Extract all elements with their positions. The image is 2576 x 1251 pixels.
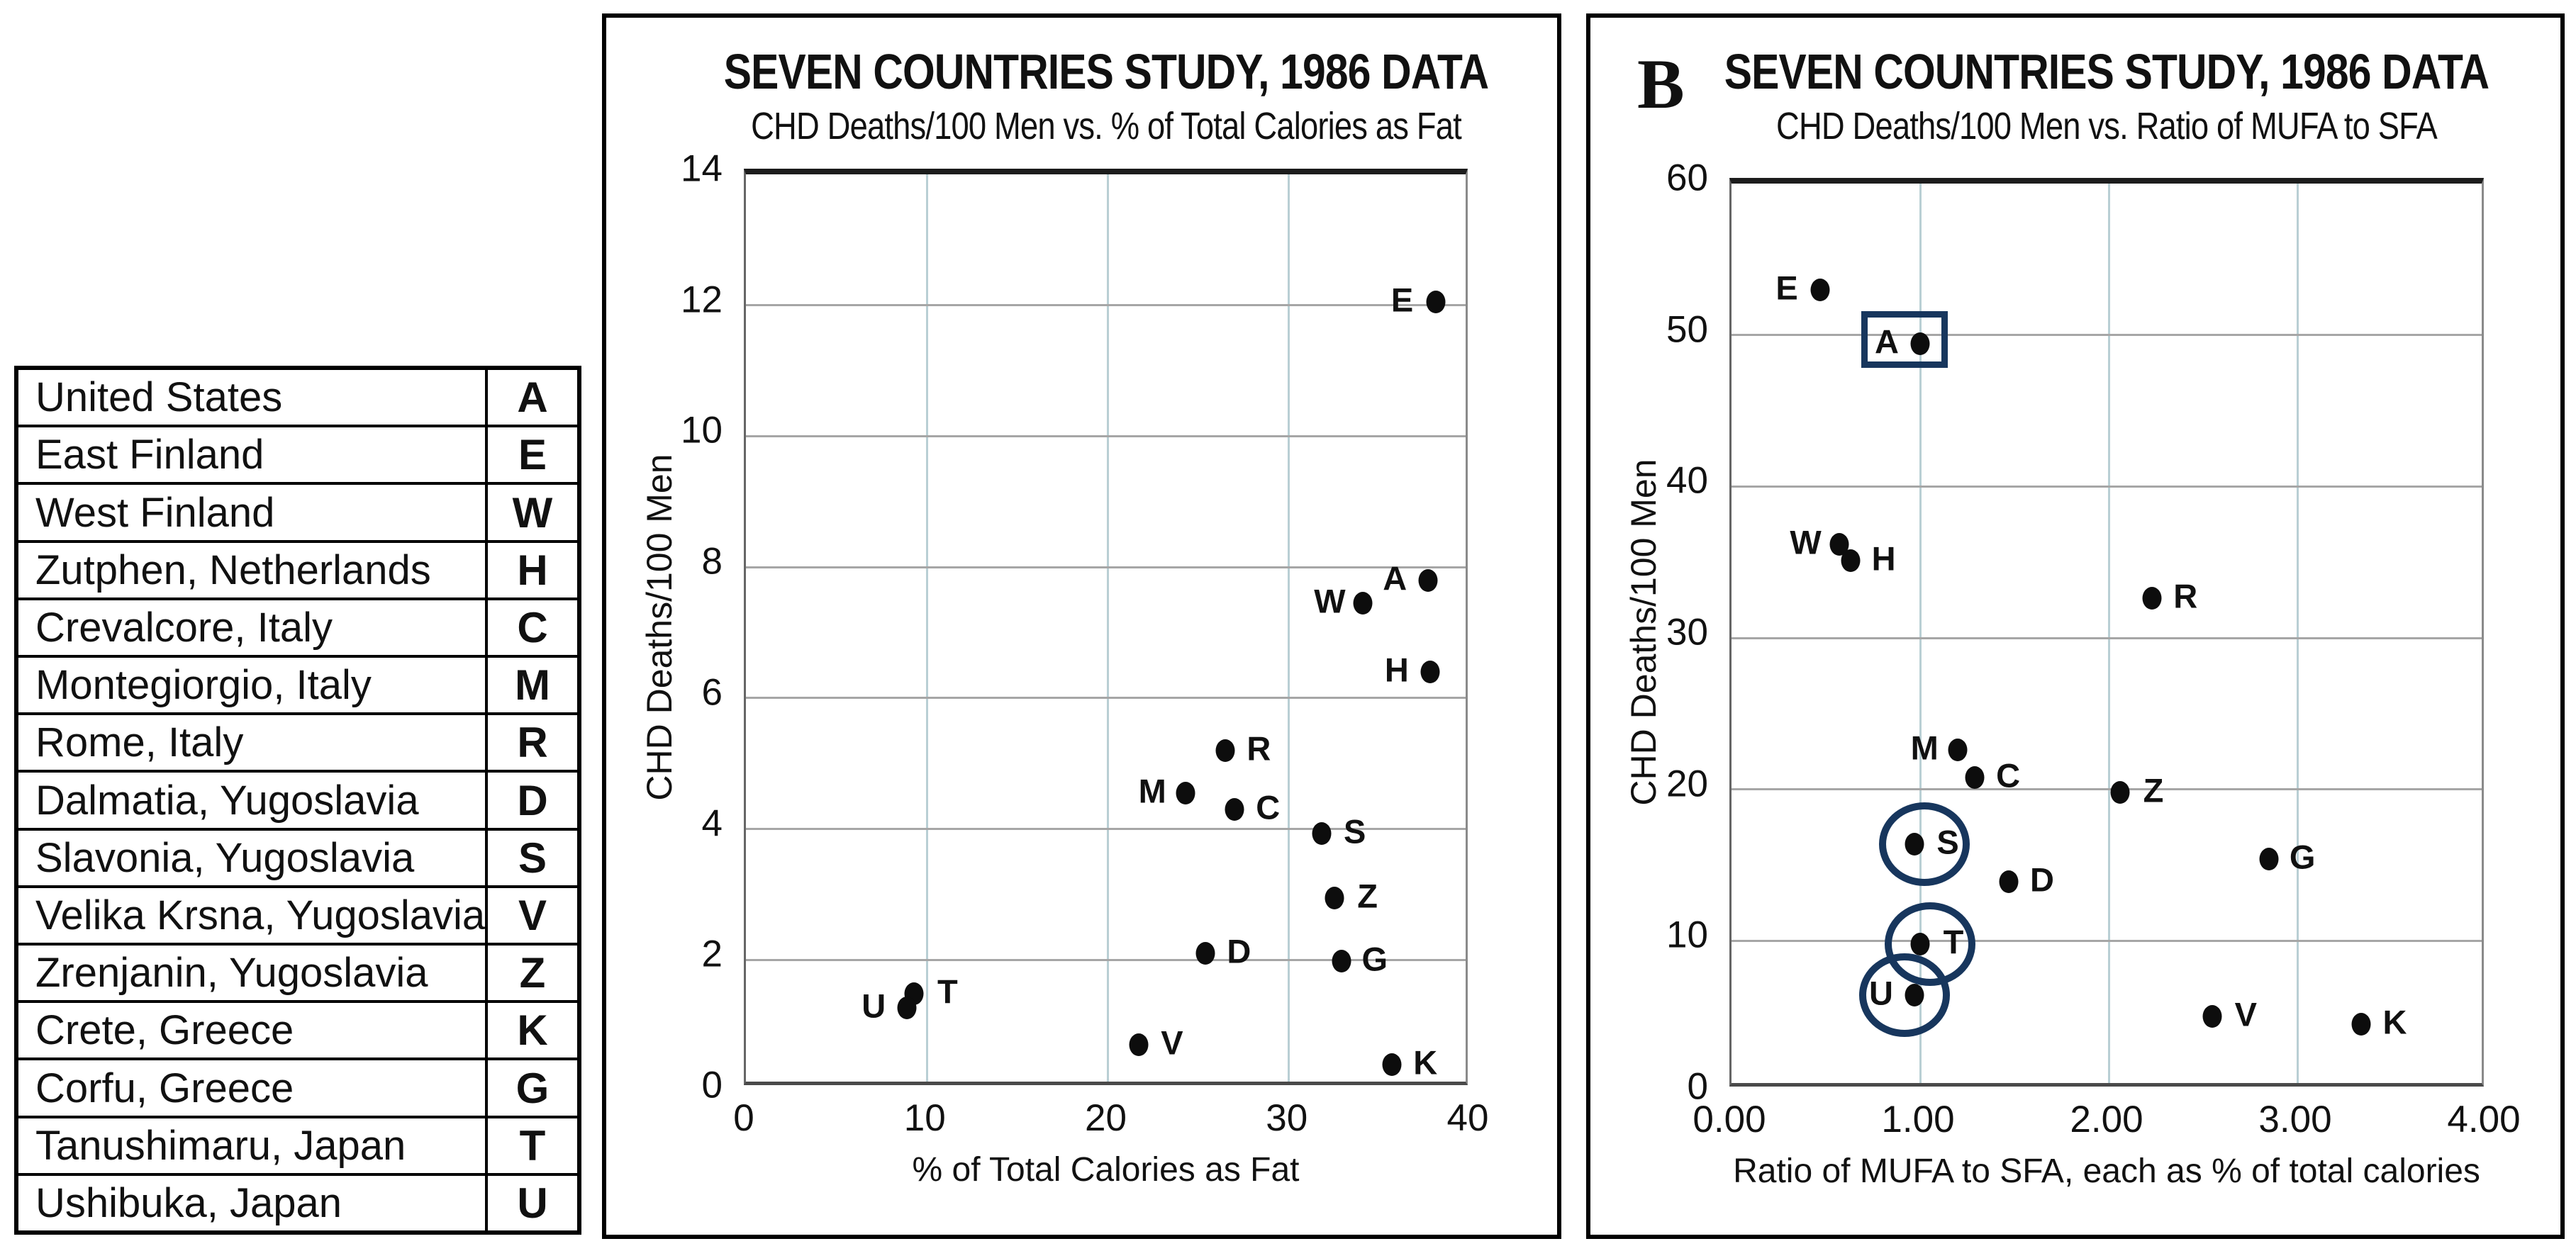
y-tick-label: 10	[1666, 914, 1708, 956]
horizontal-gridline	[746, 697, 1466, 699]
data-point-S	[1905, 833, 1924, 855]
point-label-M: M	[1138, 772, 1166, 810]
country-name-cell: Rome, Italy	[35, 719, 244, 766]
fat-chart-panel	[602, 13, 1561, 1239]
point-label-K: K	[2382, 1003, 2407, 1041]
table-row	[18, 1173, 577, 1230]
country-name-cell: Ushibuka, Japan	[35, 1179, 342, 1226]
table-row	[18, 540, 577, 598]
fat-chart-x-axis-title: % of Total Calories as Fat	[912, 1151, 1300, 1189]
point-label-W: W	[1790, 523, 1822, 561]
country-name-cell: Velika Krsna, Yugoslavia	[35, 892, 485, 938]
country-code-cell: R	[485, 715, 577, 770]
point-label-K: K	[1413, 1043, 1438, 1082]
data-point-V	[2203, 1005, 2222, 1028]
data-point-C	[1966, 766, 1985, 789]
table-row	[18, 370, 577, 425]
data-point-V	[1129, 1033, 1148, 1056]
point-label-A: A	[1383, 559, 1407, 598]
point-label-W: W	[1314, 582, 1346, 620]
country-code-cell: H	[485, 543, 577, 598]
country-name-cell: Zrenjanin, Yugoslavia	[35, 950, 428, 997]
country-name-cell: Tanushimaru, Japan	[35, 1122, 406, 1169]
x-tick-label: 0	[733, 1097, 754, 1139]
fat-chart-plot-area	[744, 169, 1468, 1085]
mufa-chart-panel	[1586, 13, 2565, 1239]
y-tick-label: 20	[1666, 763, 1708, 805]
point-label-Z: Z	[1357, 877, 1378, 915]
point-label-D: D	[2030, 860, 2054, 899]
country-name-cell: Dalmatia, Yugoslavia	[35, 777, 419, 824]
country-name-cell: Montegiorgio, Italy	[35, 662, 372, 709]
point-label-D: D	[1227, 932, 1251, 970]
point-label-G: G	[1361, 940, 1388, 978]
vertical-gridline	[2108, 184, 2110, 1083]
data-point-U	[898, 997, 917, 1019]
data-point-D	[1196, 942, 1215, 965]
point-label-E: E	[1775, 269, 1798, 307]
point-label-C: C	[1256, 788, 1281, 826]
data-point-E	[1811, 279, 1830, 301]
data-point-G	[2260, 848, 2279, 870]
horizontal-gridline	[746, 566, 1466, 568]
y-tick-label: 14	[681, 147, 723, 190]
country-code-cell: C	[485, 600, 577, 655]
x-tick-label: 10	[903, 1097, 946, 1139]
country-code-cell: U	[485, 1176, 577, 1230]
point-label-H: H	[1871, 539, 1896, 578]
table-row	[18, 828, 577, 885]
x-tick-label: 3.00	[2258, 1099, 2332, 1140]
panel-label-b: B	[1637, 45, 1685, 123]
country-name-cell: Slavonia, Yugoslavia	[35, 834, 415, 881]
x-tick-label: 2.00	[2070, 1099, 2143, 1140]
point-label-Z: Z	[2143, 771, 2164, 809]
point-label-V: V	[2234, 995, 2257, 1033]
country-code-table	[14, 366, 581, 1235]
data-point-R	[2143, 587, 2162, 610]
horizontal-gridline	[746, 959, 1466, 961]
data-point-W	[1354, 592, 1373, 615]
x-tick-label: 40	[1446, 1097, 1489, 1139]
table-row	[18, 770, 577, 827]
x-tick-label: 30	[1266, 1097, 1308, 1139]
point-label-T: T	[1943, 923, 1964, 961]
point-label-R: R	[2173, 577, 2198, 615]
country-code-cell: S	[485, 831, 577, 885]
y-tick-label: 8	[701, 540, 723, 583]
data-point-A	[1911, 332, 1930, 355]
y-tick-label: 40	[1666, 459, 1708, 502]
vertical-gridline	[2297, 184, 2299, 1083]
point-label-U: U	[1869, 974, 1893, 1012]
y-tick-label: 30	[1666, 611, 1708, 653]
horizontal-gridline	[1732, 940, 2482, 942]
country-name-cell: Crevalcore, Italy	[35, 604, 333, 651]
data-point-H	[1841, 549, 1860, 572]
country-name-cell: East Finland	[35, 432, 264, 478]
data-point-D	[2000, 870, 2019, 893]
country-code-cell: D	[485, 773, 577, 827]
vertical-gridline	[926, 174, 928, 1082]
mufa-chart-title: SEVEN COUNTRIES STUDY, 1986 DATA	[1724, 44, 2489, 99]
horizontal-gridline	[1732, 486, 2482, 488]
y-tick-label: 6	[701, 671, 723, 714]
data-point-E	[1426, 291, 1445, 313]
table-row	[18, 943, 577, 1000]
country-name-cell: United States	[35, 374, 283, 421]
point-label-A: A	[1875, 322, 1899, 361]
data-point-K	[1383, 1053, 1402, 1076]
country-code-cell: K	[485, 1003, 577, 1058]
y-tick-label: 12	[681, 279, 723, 321]
table-row	[18, 1116, 577, 1173]
y-tick-label: 60	[1666, 157, 1708, 199]
mufa-chart-y-axis-title: CHD Deaths/100 Men	[1624, 459, 1663, 806]
mufa-chart-subtitle: CHD Deaths/100 Men vs. Ratio of MUFA to SFA	[1776, 105, 2437, 147]
y-tick-label: 50	[1666, 308, 1708, 351]
country-code-cell: V	[485, 888, 577, 943]
country-code-cell: E	[485, 427, 577, 482]
table-row	[18, 1000, 577, 1058]
point-label-E: E	[1390, 281, 1414, 319]
y-tick-label: 2	[701, 933, 723, 975]
point-label-H: H	[1384, 651, 1409, 689]
x-tick-label: 20	[1085, 1097, 1127, 1139]
y-tick-label: 4	[701, 802, 723, 845]
table-row	[18, 425, 577, 482]
table-row	[18, 712, 577, 770]
mufa-chart-plot-area	[1729, 178, 2484, 1087]
data-point-C	[1225, 798, 1244, 821]
vertical-gridline	[1288, 174, 1290, 1082]
y-tick-label: 10	[681, 409, 723, 451]
point-label-S: S	[1936, 823, 1959, 861]
data-point-H	[1420, 661, 1439, 683]
y-tick-label: 0	[1687, 1065, 1708, 1108]
data-point-K	[2352, 1013, 2371, 1036]
country-code-cell: M	[485, 658, 577, 712]
mufa-chart-x-axis-title: Ratio of MUFA to SFA, each as % of total calories	[1733, 1152, 2480, 1190]
data-point-S	[1312, 822, 1331, 845]
country-name-cell: Corfu, Greece	[35, 1065, 294, 1111]
data-point-Z	[2110, 781, 2129, 804]
data-point-R	[1216, 739, 1235, 762]
horizontal-gridline	[1732, 334, 2482, 336]
country-code-cell: G	[485, 1060, 577, 1115]
country-code-cell: Z	[485, 946, 577, 1000]
country-code-cell: W	[485, 485, 577, 539]
table-row	[18, 1058, 577, 1115]
data-point-U	[1905, 984, 1924, 1006]
horizontal-gridline	[746, 435, 1466, 437]
country-name-cell: Crete, Greece	[35, 1007, 294, 1054]
fat-chart-y-axis-title: CHD Deaths/100 Men	[640, 453, 679, 801]
table-row	[18, 482, 577, 539]
point-label-C: C	[1996, 756, 2021, 795]
vertical-gridline	[1107, 174, 1109, 1082]
fat-chart-title: SEVEN COUNTRIES STUDY, 1986 DATA	[723, 44, 1488, 99]
horizontal-gridline	[746, 304, 1466, 306]
point-label-R: R	[1247, 729, 1271, 768]
y-tick-label: 0	[701, 1064, 723, 1106]
point-label-T: T	[937, 972, 958, 1011]
horizontal-gridline	[1732, 788, 2482, 790]
country-code-cell: T	[485, 1118, 577, 1173]
data-point-M	[1948, 739, 1968, 761]
data-point-A	[1419, 569, 1438, 592]
fat-chart-subtitle: CHD Deaths/100 Men vs. % of Total Calories as Fat	[750, 105, 1461, 147]
point-label-M: M	[1910, 729, 1939, 767]
table-row	[18, 885, 577, 943]
point-label-V: V	[1161, 1023, 1183, 1062]
table-row	[18, 598, 577, 655]
point-label-U: U	[862, 987, 886, 1025]
table-row	[18, 655, 577, 712]
data-point-T	[1911, 933, 1930, 955]
country-name-cell: Zutphen, Netherlands	[35, 546, 431, 593]
point-label-S: S	[1344, 812, 1366, 851]
country-name-cell: West Finland	[35, 489, 275, 536]
point-label-G: G	[2289, 838, 2316, 876]
x-tick-label: 1.00	[1881, 1099, 1955, 1140]
x-tick-label: 4.00	[2447, 1099, 2521, 1140]
country-code-cell: A	[485, 370, 577, 425]
x-tick-label: 0.00	[1693, 1099, 1766, 1140]
data-point-Z	[1325, 887, 1344, 909]
horizontal-gridline	[1732, 637, 2482, 639]
data-point-M	[1176, 782, 1195, 804]
data-point-G	[1332, 950, 1351, 972]
